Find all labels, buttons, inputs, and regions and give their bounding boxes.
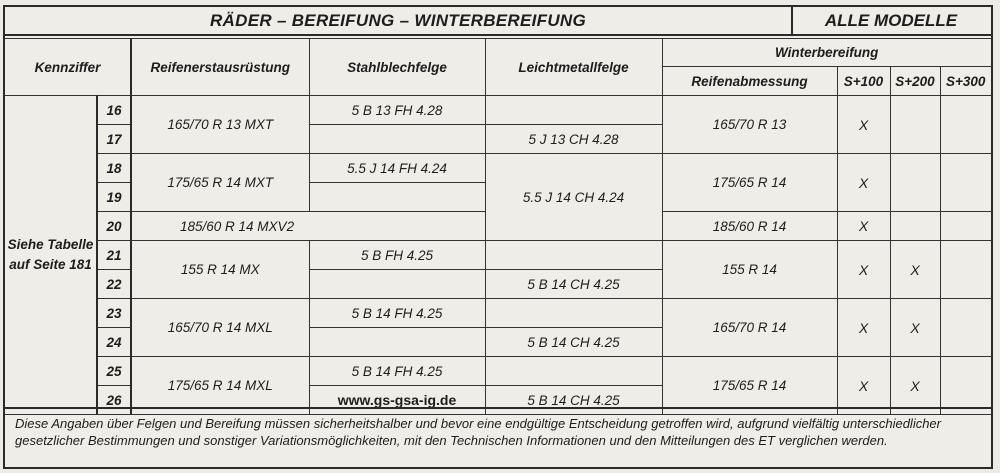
s200-cell [890, 212, 940, 241]
alloy-cell: 5 B 14 CH 4.25 [485, 270, 662, 299]
s300-cell [940, 96, 991, 154]
col-stahl: Stahlblechfelge [309, 39, 485, 96]
s300-cell [940, 154, 991, 212]
s300-cell [940, 212, 991, 241]
steel-cell: 5 B 14 FH 4.25 [309, 357, 485, 386]
s100-mark: X [837, 212, 890, 241]
s100-mark: X [837, 154, 890, 212]
row-number: 17 [97, 125, 131, 154]
steel-cell [309, 183, 485, 212]
steel-cell: 5 B 14 FH 4.25 [309, 299, 485, 328]
winter-size-cell: 175/65 R 14 [662, 357, 837, 415]
row-number: 22 [97, 270, 131, 299]
col-kennziffer: Kennziffer [5, 39, 131, 96]
steel-cell: 5 B FH 4.25 [309, 241, 485, 270]
alloy-cell [485, 96, 662, 125]
s100-mark: X [837, 299, 890, 357]
steel-cell: 5.5 J 14 FH 4.24 [309, 154, 485, 183]
table-row [5, 241, 991, 270]
row-number: 16 [97, 96, 131, 125]
steel-cell [309, 270, 485, 299]
s100-mark: X [837, 357, 890, 415]
winter-size-cell: 155 R 14 [662, 241, 837, 299]
row-number: 21 [97, 241, 131, 270]
steel-cell [309, 328, 485, 357]
s200-cell [890, 96, 940, 154]
alloy-cell [485, 241, 662, 270]
s100-mark: X [837, 96, 890, 154]
col-s200: S+200 [890, 67, 940, 96]
winter-size-cell: 165/70 R 14 [662, 299, 837, 357]
col-reifen: Reifenerstausrüstung [131, 39, 309, 96]
alloy-cell [485, 299, 662, 328]
alloy-cell: 5 B 14 CH 4.25 [485, 328, 662, 357]
row-number: 19 [97, 183, 131, 212]
s300-cell [940, 241, 991, 299]
row-number: 25 [97, 357, 131, 386]
s200-mark: X [890, 299, 940, 357]
steel-cell [309, 125, 485, 154]
header-bar [5, 7, 991, 36]
row-number: 24 [97, 328, 131, 357]
s300-cell [940, 357, 991, 415]
row-number: 23 [97, 299, 131, 328]
row-number: 26 [97, 386, 131, 415]
winter-size-cell: 185/60 R 14 [662, 212, 837, 241]
tire-cell: 185/60 R 14 MXV2 [131, 212, 485, 241]
s200-mark: X [890, 357, 940, 415]
tire-cell: 155 R 14 MX [131, 241, 309, 299]
tire-cell: 175/65 R 14 MXT [131, 154, 309, 212]
col-abmessung: Reifenabmessung [662, 67, 837, 96]
table-row [5, 299, 991, 328]
table-row [5, 96, 991, 125]
tire-cell: 165/70 R 14 MXL [131, 299, 309, 357]
steel-cell: 5 B 13 FH 4.28 [309, 96, 485, 125]
s300-cell [940, 299, 991, 357]
s200-mark: X [890, 241, 940, 299]
page-title: RÄDER – BEREIFUNG – WINTERBEREIFUNG [5, 7, 793, 34]
row-number: 18 [97, 154, 131, 183]
alloy-cell [485, 357, 662, 386]
row-number: 20 [97, 212, 131, 241]
footnote: Diese Angaben über Felgen und Bereifung müssen sicherheitshalber und bevor eine endgültige Entscheidung getroffen wird, aufgrund vielfältig unterschiedlicher gesetzlicher Bestimmungen und sonstiger Variationsmöglichkeiten, mit den Technischen Informationen und den Mitteilungen des ET verglichen werden. [5, 407, 991, 467]
tire-cell: 175/65 R 14 MXL [131, 357, 309, 415]
col-s100: S+100 [837, 67, 890, 96]
tire-table [5, 38, 991, 415]
alloy-cell: 5 B 14 CH 4.25 [485, 386, 662, 415]
winter-size-cell: 175/65 R 14 [662, 154, 837, 212]
table-row [5, 357, 991, 386]
tire-cell: 165/70 R 13 MXT [131, 96, 309, 154]
alloy-cell: 5.5 J 14 CH 4.24 [485, 154, 662, 241]
kennziffer-note: Siehe Tabelle auf Seite 181 [5, 96, 97, 415]
s200-cell [890, 154, 940, 212]
document-page [3, 5, 993, 469]
winter-size-cell: 165/70 R 13 [662, 96, 837, 154]
col-s300: S+300 [940, 67, 991, 96]
col-winter: Winterbereifung [662, 39, 991, 67]
col-leicht: Leichtmetallfelge [485, 39, 662, 96]
table-row [5, 154, 991, 183]
models-label: ALLE MODELLE [824, 11, 958, 30]
alloy-cell: 5 J 13 CH 4.28 [485, 125, 662, 154]
watermark-url: www.gs-gsa-ig.de [309, 386, 485, 415]
s100-mark: X [837, 241, 890, 299]
